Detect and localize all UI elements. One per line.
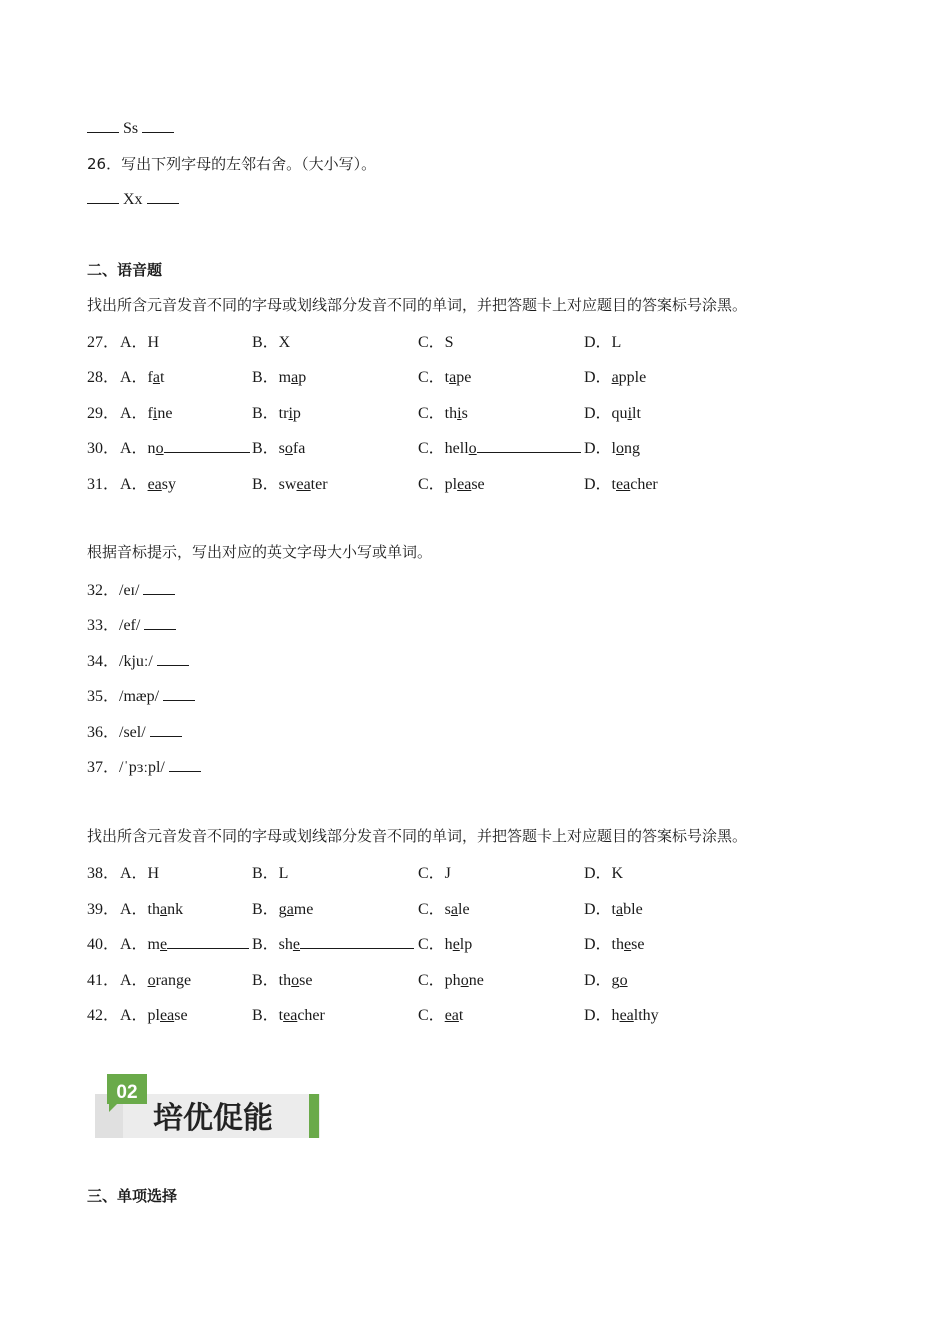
- answer-blank[interactable]: [150, 722, 182, 737]
- option-d: D．apple: [584, 369, 647, 386]
- option-c: C．hello: [418, 435, 581, 458]
- banner-title: 培优促能: [153, 1101, 273, 1136]
- question-26: 26．写出下列字母的左邻右舍。（大小写）。: [87, 155, 377, 173]
- answer-blank[interactable]: [144, 615, 176, 630]
- answer-blank[interactable]: [147, 189, 179, 204]
- question-39: 39． A．thank B．game C．sale D．table: [87, 896, 847, 918]
- option-c: C．this: [418, 405, 468, 422]
- option-a: A．no: [120, 435, 250, 458]
- question-31: 31． A．easy B．sweater C．please D．teacher: [87, 471, 847, 493]
- badge-number: 02: [116, 1082, 138, 1103]
- option-d: D．long: [584, 440, 641, 457]
- answer-blank[interactable]: [142, 118, 174, 133]
- option-b: B．teacher: [252, 1007, 325, 1024]
- answer-blank[interactable]: [143, 580, 175, 595]
- question-41: 41． A．orange B．those C．phone D．go: [87, 967, 847, 989]
- question-29: 29． A．fine B．trip C．this D．quilt: [87, 400, 847, 422]
- option-d: D．L: [584, 334, 622, 351]
- section-2-instruction: 找出所含元音发音不同的字母或划线部分发音不同的单词，并把答题卡上对应题目的答案标号涂黑。: [87, 296, 748, 314]
- question-35: 35．/mæp/: [87, 683, 195, 706]
- option-c: C．sale: [418, 901, 470, 918]
- option-b: B．map: [252, 369, 307, 386]
- option-b: B．X: [252, 334, 291, 351]
- section-3-title: 三、单项选择: [87, 1187, 178, 1205]
- option-b: B．L: [252, 865, 289, 882]
- option-c: C．eat: [418, 1007, 464, 1024]
- letter-neighbors-ss: Ss: [87, 118, 174, 138]
- answer-blank[interactable]: [157, 651, 189, 666]
- accent-bar: [309, 1094, 319, 1138]
- option-b: B．sweater: [252, 476, 328, 493]
- option-c: C．help: [418, 936, 473, 953]
- question-42: 42． A．please B．teacher C．eat D．healthy: [87, 1002, 847, 1024]
- question-37: 37．/ˈpɜːpl/: [87, 754, 201, 777]
- option-d: D．K: [584, 865, 624, 882]
- section-2-title: 二、语音题: [87, 261, 163, 279]
- section-banner: [95, 1074, 320, 1138]
- option-b: B．sofa: [252, 440, 306, 457]
- option-a: A．fat: [120, 369, 165, 386]
- phonetic-instruction: 根据音标提示，写出对应的英文字母大小写或单词。: [87, 543, 433, 561]
- option-c: C．phone: [418, 972, 484, 989]
- option-a: A．orange: [120, 972, 192, 989]
- option-d: D．table: [584, 901, 643, 918]
- question-38: 38． A．H B．L C．J D．K: [87, 860, 847, 882]
- option-c: C．please: [418, 476, 485, 493]
- question-30: 30． A．no B．sofa C．hello D．long: [87, 435, 847, 457]
- question-28: 28． A．fat B．map C．tape D．apple: [87, 364, 847, 386]
- option-c: C．J: [418, 865, 451, 882]
- question-27: 27． A．H B．X C．S D．L: [87, 329, 847, 351]
- option-a: A．fine: [120, 405, 173, 422]
- option-a: A．H: [120, 334, 160, 351]
- option-c: C．tape: [418, 369, 472, 386]
- option-d: D．quilt: [584, 405, 641, 422]
- option-a: A．easy: [120, 476, 176, 493]
- option-d: D．go: [584, 972, 628, 989]
- option-a: A．thank: [120, 901, 184, 918]
- option-b: B．trip: [252, 405, 301, 422]
- option-a: A．H: [120, 865, 160, 882]
- option-c: C．S: [418, 334, 454, 351]
- question-40: 40． A．me B．she C．help D．these: [87, 931, 847, 953]
- letter-neighbors-xx: Xx: [87, 189, 179, 209]
- question-32: 32．/eɪ/: [87, 577, 175, 600]
- answer-blank[interactable]: [163, 686, 195, 701]
- question-36: 36．/sel/: [87, 719, 182, 742]
- banner-graphic: [95, 1074, 320, 1138]
- option-d: D．these: [584, 936, 645, 953]
- option-d: D．teacher: [584, 476, 658, 493]
- answer-blank[interactable]: [169, 757, 201, 772]
- option-d: D．healthy: [584, 1007, 659, 1024]
- option-b: B．those: [252, 972, 313, 989]
- option-b: B．she: [252, 931, 414, 954]
- answer-blank[interactable]: [87, 189, 119, 204]
- question-33: 33．/ef/: [87, 612, 176, 635]
- section-2-instruction-2: 找出所含元音发音不同的字母或划线部分发音不同的单词，并把答题卡上对应题目的答案标号涂黑。: [87, 827, 748, 845]
- option-b: B．game: [252, 901, 314, 918]
- question-34: 34．/kjuː/: [87, 648, 189, 671]
- option-a: A．please: [120, 1007, 188, 1024]
- option-a: A．me: [120, 931, 249, 954]
- answer-blank[interactable]: [87, 118, 119, 133]
